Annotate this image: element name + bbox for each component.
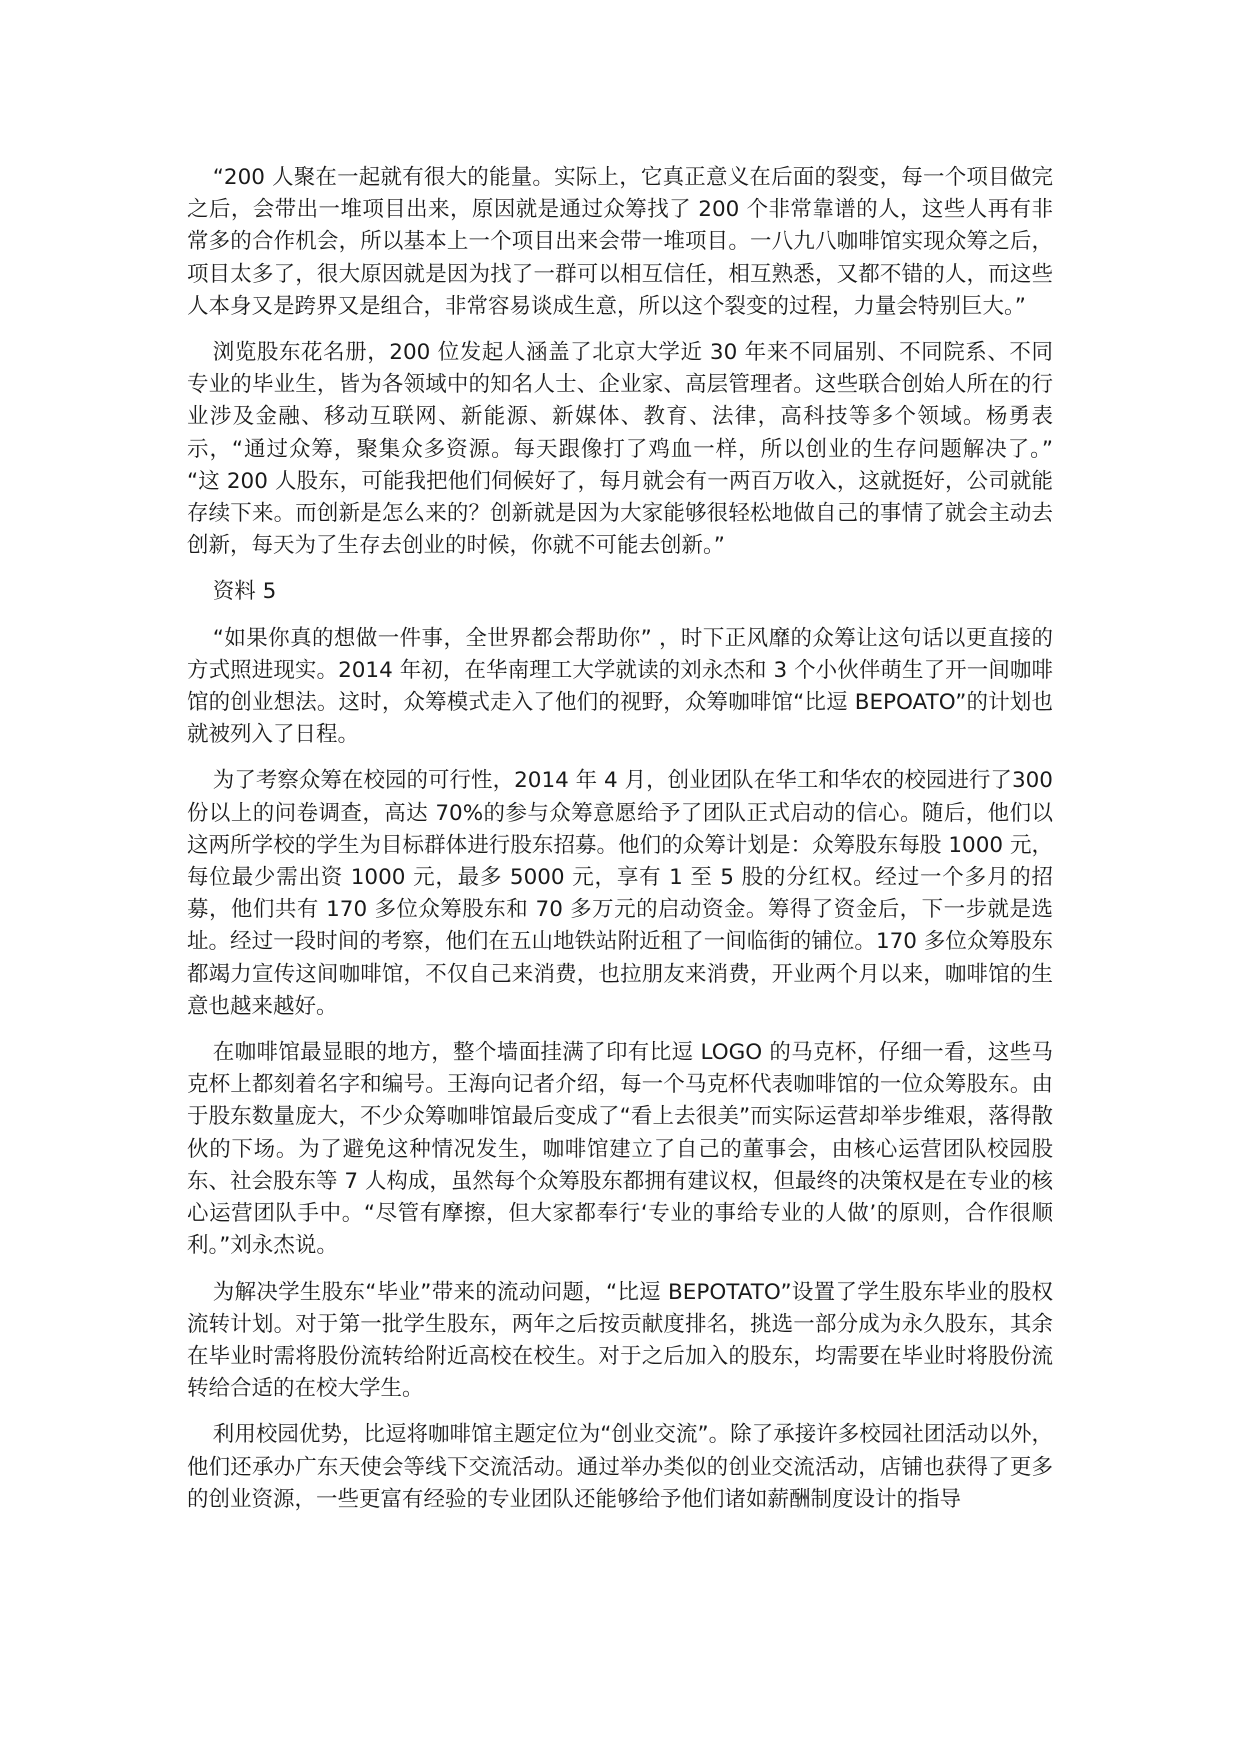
paragraph-mug-wall: 在咖啡馆最显眼的地方，整个墙面挂满了印有比逗 LOGO 的马克杯，仔细一看，这些马克杯上都刻着名字和编号。王海向记者介绍，每一个马克杯代表咖啡馆的一位众筹股东。由于股东数量庞大，不少众筹咖啡馆最后变成了“看上去很美”而实际运营却举步维艰，落得散伙的下场。为了避免这种情况发生，咖啡馆建立了自己的董事会，由核心运营团队校园股东、社会股东等 7 人构成，虽然每个众筹股东都拥有建议权，但最终的决策权是在专业的核心运营团队手中。“尽管有摩擦，但大家都奉行‘专业的事给专业的人做’的原则，合作很顺利。”刘永杰说。	[187, 1040, 1053, 1259]
paragraph-quote-200-people: “200 人聚在一起就有很大的能量。实际上，它真正意义在后面的裂变，每一个项目做完之后，会带出一堆项目出来，原因就是通过众筹找了 200 个非常靠谱的人，这些人再有非常多的合作机会，所以基本上一个项目出来会带一堆项目。一八九八咖啡馆实现众筹之后，项目太多了，很大原因就是因为找了一群可以相互信任，相互熟悉，又都不错的人，而这些人本身又是跨界又是组合，非常容易谈成生意，所以这个裂变的过程，力量会特别巨大。”	[187, 165, 1053, 319]
paragraph-feasibility-survey: 为了考察众筹在校园的可行性，2014 年 4 月，创业团队在华工和华农的校园进行了300 份以上的问卷调查，高达 70%的参与众筹意愿给予了团队正式启动的信心。随后，他们以这两所学校的学生为目标群体进行股东招募。他们的众筹计划是：众筹股东每股 1000 元，每位最少需出资 1000 元，最多 5000 元，享有 1 至 5 股的分红权。经过一个多月的招募，他们共有 170 多位众筹股东和 70 多万元的启动资金。筹得了资金后，下一步就是选址。经过一段时间的考察，他们在五山地铁站附近租了一间临街的铺位。170 多位众筹股东都竭力宣传这间咖啡馆，不仅自己来消费，也拉朋友来消费，开业两个月以来，咖啡馆的生意也越来越好。	[187, 768, 1053, 1019]
document-page	[187, 162, 1053, 1530]
paragraph-campus-advantage: 利用校园优势，比逗将咖啡馆主题定位为“创业交流”。除了承接许多校园社团活动以外，他们还承办广东天使会等线下交流活动。通过举办类似的创业交流活动，店铺也获得了更多的创业资源，一些更富有经验的专业团队还能够给予他们诸如薪酬制度设计的指导	[187, 1422, 1053, 1512]
paragraph-bepoato-origin: “如果你真的想做一件事，全世界都会帮助你” ，时下正风靡的众筹让这句话以更直接的方式照进现实。2014 年初，在华南理工大学就读的刘永杰和 3 个小伙伴萌生了开一间咖啡馆的创业想法。这时，众筹模式走入了他们的视野，众筹咖啡馆“比逗 BEPOATO”的计划也就被列入了日程。	[187, 625, 1053, 748]
section-label-material-5: 资料 5	[212, 579, 277, 605]
paragraph-shareholder-roster: 浏览股东花名册，200 位发起人涵盖了北京大学近 30 年来不同届别、不同院系、不同专业的毕业生，皆为各领域中的知名人士、企业家、高层管理者。这些联合创始人所在的行业涉及金融、移动互联网、新能源、新媒体、教育、法律，高科技等多个领域。杨勇表示，“通过众筹，聚集众多资源。每天跟像打了鸡血一样，所以创业的生存问题解决了。” “这 200 人股东，可能我把他们伺候好了，每月就会有一两百万收入，这就挺好，公司就能存续下来。而创新是怎么来的？创新就是因为大家能够很轻松地做自己的事情了就会主动去创新，每天为了生存去创业的时候，你就不可能去创新。”	[187, 340, 1053, 559]
paragraph-equity-transfer: 为解决学生股东“毕业”带来的流动问题，“比逗 BEPOTATO”设置了学生股东毕业的股权流转计划。对于第一批学生股东，两年之后按贡献度排名，挑选一部分成为永久股东，其余在毕业时需将股份流转给附近高校在校生。对于之后加入的股东，均需要在毕业时将股份流转给合适的在校大学生。	[187, 1279, 1053, 1402]
